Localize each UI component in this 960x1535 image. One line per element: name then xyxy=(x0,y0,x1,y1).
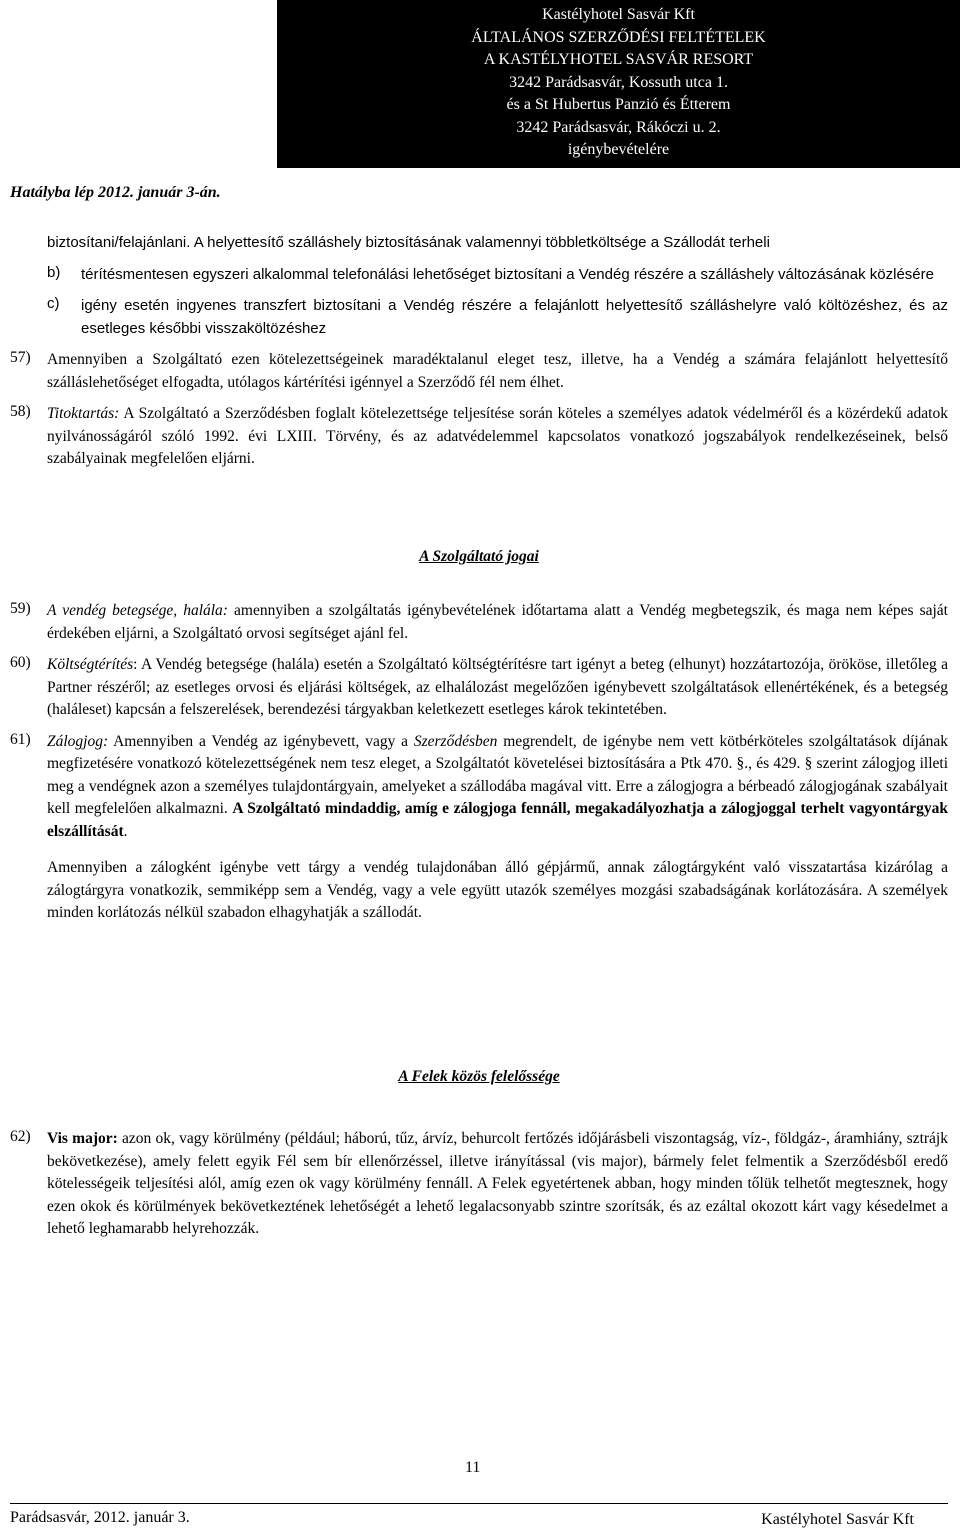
list-item-b xyxy=(10,264,948,287)
clause-61 xyxy=(10,731,948,925)
footer-company: Kastélyhotel Sasvár Kft xyxy=(761,1511,914,1528)
clause-bold-text: A Szolgáltató mindaddig, amíg e zálogjoga fennáll, megakadályozhatja a zálogjoggal terhelt vagyontárgyak elszállítását xyxy=(47,800,948,840)
list-label: b) xyxy=(47,263,61,281)
clause-body-2: megrendelt, de igénybe nem vett kötbérköteles szolgáltatások díjának megfizetésére vonatkozó kötelezettségének nem tesz eleget, a Szolgáltatót követelései biztosítására a Ptk 470. §., és 429. § szerint zálogjog illeti meg a vendégnek azon a személyes tulajdontárgyain, amelyeket a szállodába magával vitt. Erre a zálogjogra a bérbeadó zálogjogának szabályait kell megfelelően alkalmazni. xyxy=(47,732,948,817)
document-header xyxy=(0,0,960,166)
clause-body: azon ok, vagy körülmény (például; háború, tűz, árvíz, behurcolt fertőzés időjárásbeli viszontagság, víz-, földgáz-, áramhiány, sztrájk bekövetkezése), amely felett egyik Fél sem bír ellenőrzéssel, illetve irányítással (vis major), bármely felet felmentik a Szerződésből eredő kötelességeik teljesítési alól, amíg ezen ok vagy körülmény fennáll. A Felek egyetértenek abban, hogy minden tőlük telhetőt megtesznek, hogy ezen okok és körülmények bekövetkeztének lehetőségét a lehető legalacsonyabb szintre szorítsák, és az ezáltal okozott kárt vagy késedelmet a lehető leghamarabb helyrehozzák. xyxy=(47,1130,948,1237)
clause-end: . xyxy=(123,822,128,840)
clause-italic-word: Szerződésben xyxy=(413,732,498,750)
inn-name: és a St Hubertus Panzió és Étterem xyxy=(506,96,731,113)
clause-text xyxy=(47,654,948,722)
clause-58 xyxy=(10,403,948,471)
page-number: 11 xyxy=(465,1459,481,1476)
section-heading: A Felek közös felelőssége xyxy=(398,1067,560,1085)
clause-text xyxy=(47,600,948,645)
document-body xyxy=(10,232,948,1241)
footer-divider xyxy=(10,1503,948,1504)
continued-paragraph: biztosítani/felajánlani. A helyettesítő szálláshely biztosításának valamennyi többletköltsége a Szállodát terheli xyxy=(47,234,770,251)
list-item-c xyxy=(10,295,948,340)
clause-62 xyxy=(10,1128,948,1241)
clause-paragraph-2: Amennyiben a zálogként igénybe vett tárgy a vendég tulajdonában álló gépjármű, annak zálogtárgyként való visszatartása kizárólag a zálogtárgyra vonatkozik, semmiképp sem a Vendég, vagy a vele együtt utazók személyes mozgási szabadságának korlátozására. A személyek minden korlátozás nélkül szabadon elhagyhatják a szállodát. xyxy=(47,859,948,921)
resort-address: 3242 Parádsasvár, Kossuth utca 1. xyxy=(509,73,728,91)
clause-body: Amennyiben a Vendég az igénybevett, vagy a xyxy=(108,732,414,750)
clause-number: 61) xyxy=(10,730,31,748)
clause-title: Költségtérítés xyxy=(47,656,134,673)
clause-text xyxy=(47,731,948,844)
clause-number: 60) xyxy=(10,654,31,671)
clause-number: 57) xyxy=(10,349,31,366)
clause-body: A Szolgáltató a Szerződésben foglalt kötelezettsége teljesítése során köteles a személyes adatok védelméről és a közérdekű adatok nyilvánosságáról szóló 1992. évi LXIII. Törvény, és az adatvédelemmel kapcsolatos vonatkozó jogszabályok rendelkezéseinek, belső szabályainak megfelelően eljárni. xyxy=(47,405,948,467)
inn-address: 3242 Parádsasvár, Rákóczi u. 2. xyxy=(516,118,721,136)
clause-59 xyxy=(10,600,948,645)
clause-number: 59) xyxy=(10,600,31,617)
list-text: igény esetén ingyenes transzfert biztosítani a Vendég részére a felajánlott helyettesítő szálláshelyre való költözéshez, és az esetleges későbbi visszaköltözéshez xyxy=(81,297,948,337)
clause-number: 58) xyxy=(10,403,31,420)
clause-text xyxy=(47,1128,948,1241)
clause-title: Titoktartás: xyxy=(47,405,120,422)
header-suffix: igénybevételére xyxy=(567,141,670,158)
clause-57 xyxy=(10,349,948,394)
resort-name: A KASTÉLYHOTEL SASVÁR RESORT xyxy=(483,51,754,68)
list-label: c) xyxy=(47,295,60,312)
section-heading: A Szolgáltató jogai xyxy=(419,547,539,565)
clause-60 xyxy=(10,654,948,722)
footer-place-date: Parádsasvár, 2012. január 3. xyxy=(10,1509,190,1526)
clause-title: A vendég betegsége, halála: xyxy=(47,602,228,619)
list-text: térítésmentesen egyszeri alkalommal telefonálási lehetőséget biztosítani a Vendég részére a szálláshely változásának közlésére xyxy=(81,265,934,283)
clause-text: Amennyiben a Szolgáltató ezen kötelezettségeinek maradéktalanul eleget tesz, illetve, ha a Vendég a számára felajánlott helyettesítő szálláslehetőséget elfogadta, utólagos kártérítési igénnyel a Szerződő fél nem élhet. xyxy=(47,351,948,391)
clause-body: : A Vendég betegsége (halála) esetén a Szolgáltató költségtérítésre tart igényt a beteg (elhunyt) hozzátartozója, örököse, illetőleg a Partner részéről; az esetleges orvosi és eljárási költségek, az elhalálozást megelőzően igénybevett szolgáltatások ellenértékének, és a betegség (haláleset) kapcsán a felszerelések, berendezési tárgyakban keletkezett esetleges károk tekintetében. xyxy=(47,656,948,718)
header-text xyxy=(277,4,960,162)
company-name: Kastélyhotel Sasvár Kft xyxy=(542,6,695,23)
clause-text xyxy=(47,403,948,471)
document-title: ÁLTALÁNOS SZERZŐDÉSI FELTÉTELEK xyxy=(471,28,766,46)
clause-title: Vis major: xyxy=(47,1130,118,1147)
clause-body: amennyiben a szolgáltatás igénybevételének időtartama alatt a Vendég megbetegszik, és maga nem képes saját érdekében eljárni, a Szolgáltató orvosi segítséget ajánl fel. xyxy=(47,602,948,642)
clause-number: 62) xyxy=(10,1128,31,1145)
clause-title: Zálogjog: xyxy=(47,732,109,750)
effective-date: Hatályba lép 2012. január 3-án. xyxy=(10,184,221,201)
